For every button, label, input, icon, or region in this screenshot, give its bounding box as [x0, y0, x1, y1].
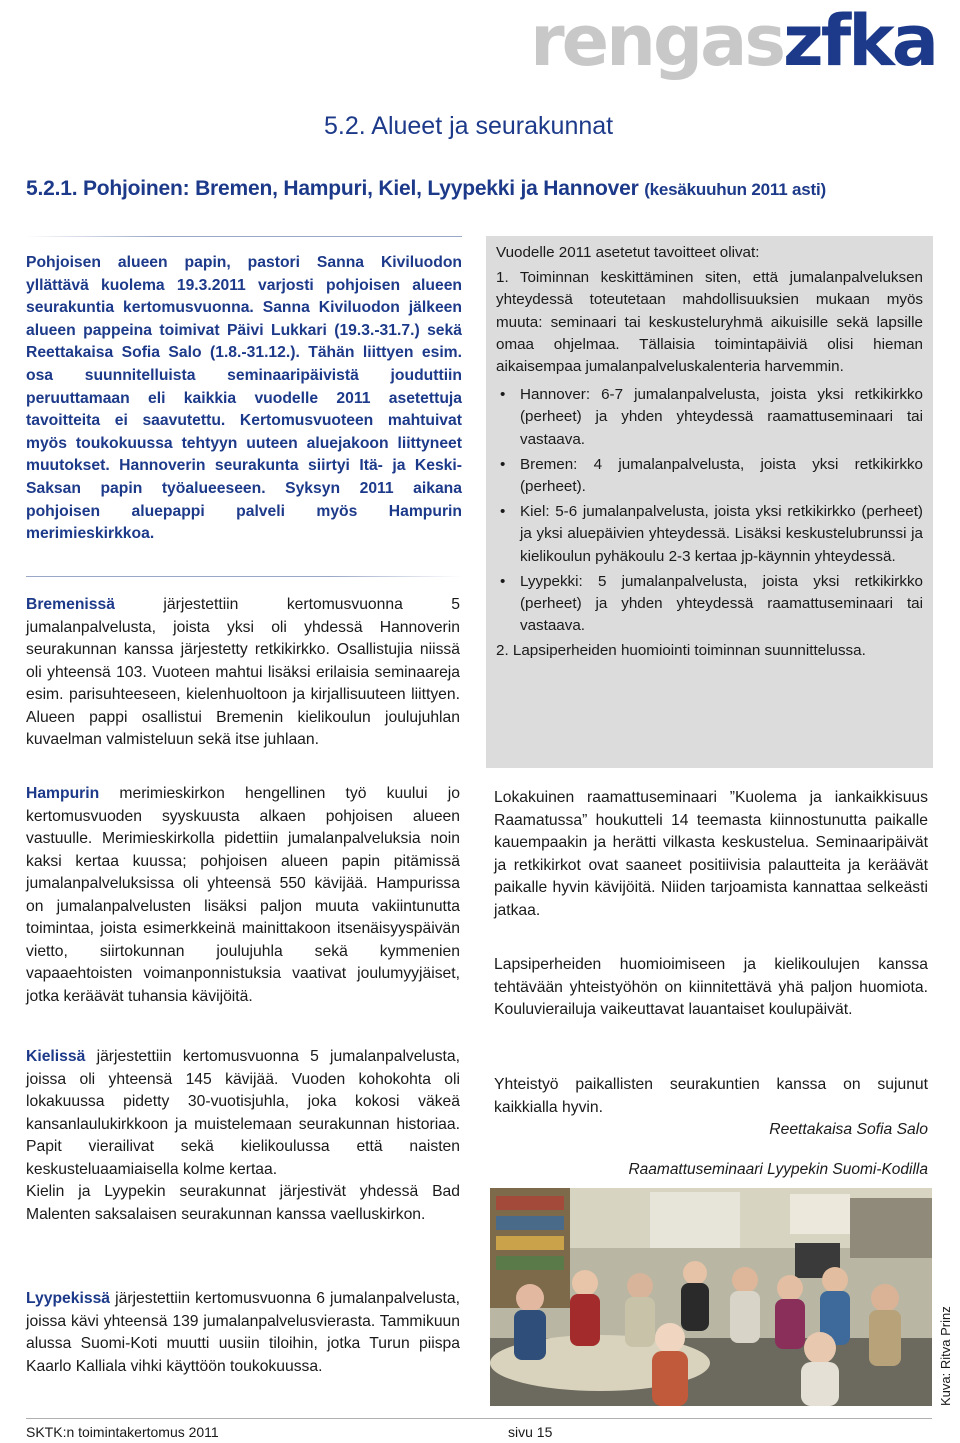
right-paragraph-2: Lapsiperheiden huomioimiseen ja kielikoulujen kanssa tehtävään yhteistyöhön on kiinnitettävä yhä paljon huomiota. Kouluvierailuja vaikeuttavat lauantaiset koulupäivät. [494, 956, 928, 1018]
group-photo [490, 1188, 932, 1406]
photo-credit-text: Kuva: Ritva Prinz [938, 1306, 953, 1406]
goals-item-1: 1. Toiminnan keskittäminen siten, että jumalanpalveluksen yhteydessä toteutetaan mahdollisuuksien mukaan myös muuta: seminaari tai keskusteluryhmä aikuisille sekä lapsille omaa ohjelmaa. Tällaisia toimintapäiviä olisi hieman aikaisempaa jumalanpalveluskalenteria harvemmin. [496, 269, 923, 376]
goals-bullet-lyypekki [496, 571, 923, 638]
paragraph-kiel-text: järjestettiin kertomusvuonna 5 jumalanpalvelusta, joissa oli yhteensä 145 kävijää. Vuoden kohokohta oli lokakuussa pidetty 30-vuotisjuhla, joka kokosi väkeä kansanlaulukirkkoon ja muistelemaan seurakunnan historiaa. Papit vierailivat sekä kielikoulussa että naisten keskusteluaamiaisella kolme kertaa. [26, 1048, 460, 1178]
logo-part-2: zfka [783, 0, 936, 82]
footer-divider [26, 1418, 932, 1419]
subsection-note: (kesäkuuhun 2011 asti) [644, 180, 826, 199]
footer-document-title: SKTK:n toimintakertomus 2011 [26, 1424, 219, 1440]
paragraph-bremen-text: järjestettiin kertomusvuonna 5 jumalanpalvelusta, joista yksi oli yhdessä Hannoverin seurakunnan kanssa järjestetty retkikirkko. Osallistujia niissä oli yhteensä 103. Vuoteen mahtui lisäksi erilaisia seminaareja esim. parisuhteeseen, kielenhuoltoon ja kirjallisuuteen liittyen. Alueen pappi osallistui Bremenin kielikoulun joulujuhlan kuvaelman valmisteluun sekä itse juhlaan. [26, 596, 460, 748]
goals-bullet-text: Bremen: 4 jumalanpalvelusta, joista yksi retkikirkko (perheet). [520, 455, 923, 496]
footer-page-number: sivu 15 [508, 1424, 553, 1440]
goals-bullet-text: Hannover: 6-7 jumalanpalvelusta, joista yksi retkikirkko (perheet) ja yhden yhteydessä raamattuseminaari tai vastaava. [520, 386, 923, 448]
intro-paragraph: Pohjoisen alueen papin, pastori Sanna Kiviluodon yllättävä kuolema 19.3.2011 varjosti pohjoisen alueen seurakuntia kertomusvuonna. Sanna Kiviluodon jälkeen alueen pappeina toimivat Päivi Lukkari (19.3.-31.7.) sekä Reettakaisa Sofia Salo (1.8.-31.12.). Tähän liittyen esim. osa suunnitelluista seminaaripäivistä jouduttiin peruuttamaan eli kaikkia vuodelle 2011 asetettuja tavoitteita ei saavutettu. Kertomusvuoteen mahtuivat myös toukokuussa tehtyyn uuteen aluejakoon liittyneet muutokset. Hannoverin seurakunta siirtyi Itä- ja Keski-Saksan papin työalueeseen. Syksyn 2011 aikana pohjoisen aluepappi palveli myös Hampurin merimieskirkkoa. [26, 254, 462, 543]
photo-caption: Raamattuseminaari Lyypekin Suomi-Kodilla [628, 1161, 928, 1178]
paragraph-hampuri [26, 783, 460, 1008]
logo-part-1: rengas [530, 0, 783, 82]
section-title: 5.2. Alueet ja seurakunnat [324, 112, 614, 140]
subsection-title-text: 5.2.1. Pohjoinen: Bremen, Hampuri, Kiel, Lyypekki ja Hannover [26, 177, 639, 200]
bullet-icon: • [500, 386, 506, 404]
photo-credit [932, 1300, 960, 1408]
paragraph-bremen-head: Bremenissä [26, 596, 115, 613]
goals-list [496, 384, 923, 637]
paragraph-lyypekki-head: Lyypekissä [26, 1290, 111, 1307]
goals-bullet-text: Lyypekki: 5 jumalanpalvelusta, joista yksi retkikirkko (perheet) ja yhden yhteydessä raamattuseminaari tai vastaava. [520, 572, 923, 635]
paragraph-hampuri-text: merimieskirkon hengellinen työ kuului jo kertomusvuoden syyskuusta alkaen pohjoisen alueen vastuulle. Merimieskirkolla pidettiin jumalanpalveluksia noin kaksi kertaa kuussa; pohjoisen alueen papin pitämissä jumalanpalveluksissa oli yhteensä 550 kävijää. Hampurissa on jumalanpalvelusten lisäksi paljon muuta vakiintunutta toimintaa, joista esimerkkeinä mainittakoon itsenäisyyspäivän vietto, siirtokunnan joulujuhla sekä kymmenien vapaaehtoisten voimanponnistuksia vaativat joulumyyjäiset, jotka keräävät tuhansia kävijöitä. [26, 785, 460, 1005]
goals-item-2: 2. Lapsiperheiden huomiointi toiminnan suunnittelussa. [496, 642, 866, 660]
bullet-icon: • [500, 455, 506, 473]
subsection-title [26, 177, 826, 201]
goals-bullet-hannover [496, 384, 923, 451]
goals-bullet-text: Kiel: 5-6 jumalanpalvelusta, joista yksi retkikirkko (perheet) ja yksi aluepäivien yhteydessä. Lisäksi keskustelubrunssi ja kielikoulun pyhäkoulu 2-3 kertaa jp-käynnin yhteydessä. [520, 503, 923, 565]
divider-top [26, 236, 462, 237]
signature: Reettakaisa Sofia Salo [769, 1121, 928, 1138]
paragraph-kiel [26, 1046, 460, 1226]
group-photo-illustration [490, 1188, 932, 1406]
goals-heading: Vuodelle 2011 asetetut tavoitteet olivat: [496, 244, 760, 261]
bullet-icon: • [500, 572, 506, 590]
paragraph-lyypekki-text: järjestettiin kertomusvuonna 6 jumalanpalvelusta, joissa kävi yhteensä 139 jumalanpalvelusvierasta. Tammikuun alussa Suomi-Koti muutti uusiin tiloihin, jotka Turun piispa Kaarlo Kalliala vihki käyttöön toukokuussa. [26, 1290, 460, 1375]
paragraph-bremen [26, 594, 460, 752]
right-paragraph-3: Yhteistyö paikallisten seurakuntien kanssa on sujunut kaikkialla hyvin. [494, 1076, 928, 1116]
paragraph-kiel-extra: Kielin ja Lyypekin seurakunnat järjestivät yhdessä Bad Malenten saksalaisen seurakunnan kanssa vaelluskirkon. [26, 1183, 460, 1223]
logo [530, 0, 936, 82]
goals-box [486, 236, 933, 768]
goals-bullet-bremen [496, 454, 923, 498]
bullet-icon: • [500, 503, 506, 521]
divider-middle [26, 576, 462, 577]
right-paragraph-1: Lokakuinen raamattuseminaari ”Kuolema ja iankaikkisuus Raamatussa” houkutteli 14 teemasta kiinnostunutta paikalle kauempaakin ja herätti vilkasta keskustelua. Seminaaripäivät ja retkikirkot ovat saaneet positiivisia palautteita ja keräävät paikalle hyvin kävijöitä. Niiden tarjoamista kannattaa selkeästi jatkaa. [494, 789, 928, 919]
goals-bullet-kiel [496, 501, 923, 568]
paragraph-hampuri-head: Hampurin [26, 785, 100, 802]
paragraph-kiel-head: Kielissä [26, 1048, 86, 1065]
paragraph-lyypekki [26, 1288, 460, 1378]
